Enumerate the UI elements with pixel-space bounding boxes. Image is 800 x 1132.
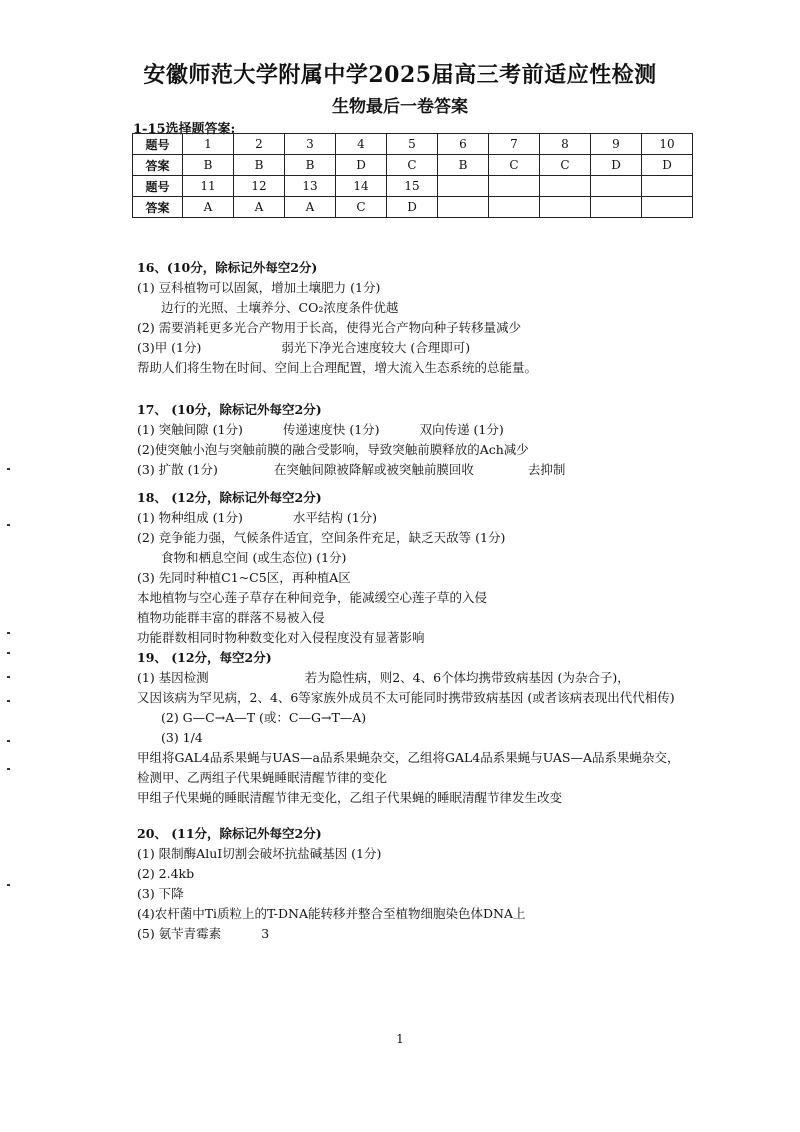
table-cell: 题号 xyxy=(133,134,183,155)
table-cell: 5 xyxy=(387,134,438,155)
answer-line: 植物功能群丰富的群落不易被入侵 xyxy=(137,610,325,625)
answer-line xyxy=(137,668,682,688)
table-cell: 1 xyxy=(183,134,234,155)
answer-line: (1) 豆科植物可以固氮，增加土壤肥力 (1分) xyxy=(137,280,381,295)
answer-line xyxy=(137,338,737,358)
table-cell xyxy=(642,176,693,197)
table-cell xyxy=(438,176,489,197)
table-cell: B xyxy=(285,155,336,176)
answer-line: 又因该病为罕见病，2、4、6等家族外成员不太可能同时携带致病基因 (或者该病表现出代代相传) xyxy=(137,690,675,705)
table-cell: 15 xyxy=(387,176,438,197)
table-cell: 7 xyxy=(489,134,540,155)
table-cell xyxy=(489,176,540,197)
table-cell: 3 xyxy=(285,134,336,155)
answer-line: 帮助人们将生物在时间、空间上合理配置，增大流入生态系统的总能量。 xyxy=(137,360,538,375)
table-cell: C xyxy=(387,155,438,176)
question-17-heading: 17、 (10分，除标记外每空2分) xyxy=(137,402,322,417)
answer-part: 去抑制 xyxy=(527,462,566,477)
answer-part: 水平结构 (1分) xyxy=(292,510,378,525)
answer-line: 食物和栖息空间 (或生态位) (1分) xyxy=(161,550,347,565)
question-20-section xyxy=(137,824,737,944)
scan-mark xyxy=(7,632,10,634)
answer-part: 3 xyxy=(261,926,270,941)
answer-line: (3) 1/4 xyxy=(161,730,203,745)
table-cell: D xyxy=(591,155,642,176)
answer-part: (3) 扩散 (1分) xyxy=(137,462,218,477)
scan-mark xyxy=(7,652,10,654)
answer-part: 在突触间隙被降解或被突触前膜回收 xyxy=(273,462,474,477)
table-cell: 题号 xyxy=(133,176,183,197)
scan-mark xyxy=(7,676,10,678)
table-cell: C xyxy=(336,197,387,218)
table-cell: A xyxy=(234,197,285,218)
table-row xyxy=(133,176,693,197)
question-17-section xyxy=(137,400,737,480)
table-cell xyxy=(489,197,540,218)
answer-part: (5) 氨苄青霉素 xyxy=(137,926,222,941)
answer-part: (3)甲 (1分) xyxy=(137,340,202,355)
mcq-section-label: 1-15选择题答案: xyxy=(133,122,236,137)
table-cell: A xyxy=(285,197,336,218)
table-cell xyxy=(438,197,489,218)
answer-line xyxy=(137,924,737,944)
question-19-heading: 19、 (12分，每空2分) xyxy=(137,650,272,665)
question-18-section xyxy=(137,488,737,648)
table-row xyxy=(133,197,693,218)
question-19-section xyxy=(137,648,682,808)
question-18-heading: 18、 (12分，除标记外每空2分) xyxy=(137,490,322,505)
table-cell: 答案 xyxy=(133,155,183,176)
table-cell: D xyxy=(336,155,387,176)
answer-line: 甲组子代果蝇的睡眠清醒节律无变化，乙组子代果蝇的睡眠清醒节律发生改变 xyxy=(137,790,563,805)
scan-mark xyxy=(7,468,10,470)
answer-part: 若为隐性病，则2、4、6个体均携带致病基因 (为杂合子)， xyxy=(304,670,630,685)
answer-part: 传递速度快 (1分) xyxy=(282,422,380,437)
table-cell: 4 xyxy=(336,134,387,155)
answer-line: 边行的光照、土壤养分、CO₂浓度条件优越 xyxy=(161,300,399,315)
answer-line xyxy=(137,508,737,528)
question-20-heading: 20、 (11分，除标记外每空2分) xyxy=(137,826,322,841)
table-cell xyxy=(540,197,591,218)
table-row xyxy=(133,155,693,176)
answer-line: 甲组将GAL4品系果蝇与UAS—a品系果蝇杂交，乙组将GAL4品系果蝇与UAS—A品系果蝇杂交，检测甲、乙两组子代果蝇睡眠清醒节律的变化 xyxy=(137,750,680,785)
scan-mark xyxy=(7,884,10,886)
answer-line: (4)农杆菌中Ti质粒上的T-DNA能转移并整合至植物细胞染色体DNA上 xyxy=(137,906,526,921)
table-cell: D xyxy=(387,197,438,218)
table-cell xyxy=(540,176,591,197)
table-cell: 10 xyxy=(642,134,693,155)
table-cell: 答案 xyxy=(133,197,183,218)
table-cell: B xyxy=(183,155,234,176)
answer-line: (2) 竞争能力强，气候条件适宜，空间条件充足，缺乏天敌等 (1分) xyxy=(137,530,506,545)
answer-line: (3) 下降 xyxy=(137,886,184,901)
answer-line: (2) 需要消耗更多光合产物用于长高，使得光合产物向种子转移量减少 xyxy=(137,320,522,335)
table-cell: 8 xyxy=(540,134,591,155)
table-row xyxy=(133,134,693,155)
table-cell xyxy=(591,176,642,197)
answer-part: (1) 物种组成 (1分) xyxy=(137,510,243,525)
table-cell: C xyxy=(489,155,540,176)
answer-line: (2)使突触小泡与突触前膜的融合受影响，导致突触前膜释放的Ach减少 xyxy=(137,442,529,457)
scan-mark xyxy=(7,700,10,702)
answer-line: (2) 2.4kb xyxy=(137,866,195,881)
scan-mark xyxy=(7,524,10,526)
table-cell: D xyxy=(642,155,693,176)
table-cell: 9 xyxy=(591,134,642,155)
table-cell: 13 xyxy=(285,176,336,197)
answer-line: (2) G—C→A—T (或：C—G→T—A) xyxy=(161,710,367,725)
document-subtitle: 生物最后一卷答案 xyxy=(332,97,468,117)
answer-line: 功能群数相同时物种数变化对入侵程度没有显著影响 xyxy=(137,630,425,645)
answer-part: 双向传递 (1分) xyxy=(419,422,504,437)
answer-part: (1) 突触间隙 (1分) xyxy=(137,422,243,437)
table-cell: 2 xyxy=(234,134,285,155)
table-cell xyxy=(591,197,642,218)
answer-line xyxy=(137,420,737,440)
table-cell: 14 xyxy=(336,176,387,197)
table-cell: B xyxy=(438,155,489,176)
table-cell: B xyxy=(234,155,285,176)
question-16-heading: 16、(10分，除标记外每空2分) xyxy=(137,260,318,275)
table-cell: A xyxy=(183,197,234,218)
mcq-answer-table xyxy=(132,133,693,218)
answer-line: (3) 先同时种植C1~C5区，再种植A区 xyxy=(137,570,351,585)
table-cell: C xyxy=(540,155,591,176)
table-cell: 12 xyxy=(234,176,285,197)
table-cell xyxy=(642,197,693,218)
scan-mark xyxy=(7,740,10,742)
answer-part: (1) 基因检测 xyxy=(137,670,209,685)
answer-line xyxy=(137,460,737,480)
question-16-section xyxy=(137,258,737,378)
scan-mark xyxy=(7,768,10,770)
answer-part: 弱光下净光合速度较大 (合理即可) xyxy=(281,340,471,355)
document-title: 安徽师范大学附属中学2025届高三考前适应性检测 xyxy=(143,62,657,88)
answer-line: 本地植物与空心莲子草存在种间竞争，能减缓空心莲子草的入侵 xyxy=(137,590,488,605)
table-cell: 6 xyxy=(438,134,489,155)
answer-line: (1) 限制酶AluⅠ切割会破坏抗盐碱基因 (1分) xyxy=(137,846,382,861)
table-cell: 11 xyxy=(183,176,234,197)
page-number: 1 xyxy=(396,1032,404,1046)
